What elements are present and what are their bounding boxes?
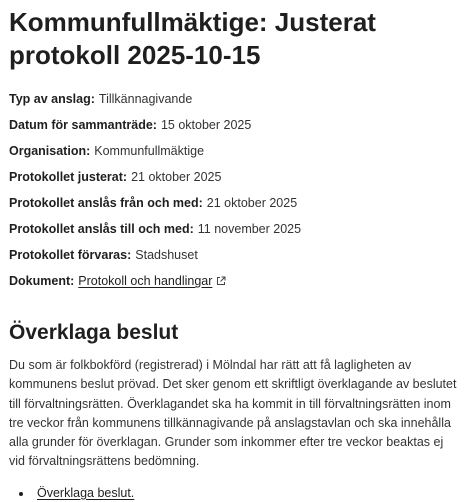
metadata-list <box>9 91 455 299</box>
list-item <box>37 485 455 502</box>
meta-label: Protokollet förvaras: <box>9 248 132 262</box>
page-title: Kommunfullmäktige: Justerat protokoll 2025-10-15 <box>9 7 376 70</box>
meta-value: 15 oktober 2025 <box>160 118 252 132</box>
meta-label: Datum för sammanträde: <box>9 118 157 132</box>
document-link-text: Protokoll och handlingar <box>78 274 213 288</box>
bullet <box>19 492 23 496</box>
appeal-heading: Överklaga beslut <box>9 321 179 344</box>
external-link-icon <box>216 276 226 286</box>
meta-row-organisation <box>9 143 455 169</box>
meta-label: Typ av anslag: <box>9 92 95 106</box>
meta-row-meeting-date <box>9 117 455 143</box>
meta-value: 21 oktober 2025 <box>206 196 298 210</box>
document-link[interactable] <box>78 274 212 288</box>
meta-value: Stadshuset <box>135 248 198 262</box>
meta-row-document <box>9 273 455 299</box>
appeal-body: Du som är folkbokförd (registrerad) i Mölndal har rätt att få lagligheten av kommunens beslut prövad. Det sker genom ett skriftligt överklagande av beslutet till förvaltningsrätten. Överklagandet ska ha kommit in till förvaltningsrätten inom tre veckor från kommunens tillkännagivande på anslagstavlan och ska innehålla alla grunder för överklagan. Grunder som inkommer efter tre veckor beaktas ej vid förvaltningsrättens bedömning. <box>9 358 457 469</box>
meta-label: Dokument: <box>9 274 75 288</box>
meta-row-posted-until <box>9 221 455 247</box>
meta-value: Kommunfullmäktige <box>94 144 205 158</box>
appeal-link[interactable]: Överklaga beslut. <box>37 485 135 500</box>
meta-label: Protokollet justerat: <box>9 170 128 184</box>
meta-row-storage <box>9 247 455 273</box>
meta-label: Protokollet anslås från och med: <box>9 196 203 210</box>
meta-value: 11 november 2025 <box>197 222 302 236</box>
meta-value: Tillkännagivande <box>98 92 193 106</box>
meta-row-type <box>9 91 455 117</box>
meta-row-posted-from <box>9 195 455 221</box>
meta-label: Protokollet anslås till och med: <box>9 222 194 236</box>
meta-row-adjusted <box>9 169 455 195</box>
appeal-link-list <box>9 485 455 502</box>
meta-label: Organisation: <box>9 144 91 158</box>
meta-value: 21 oktober 2025 <box>131 170 222 184</box>
